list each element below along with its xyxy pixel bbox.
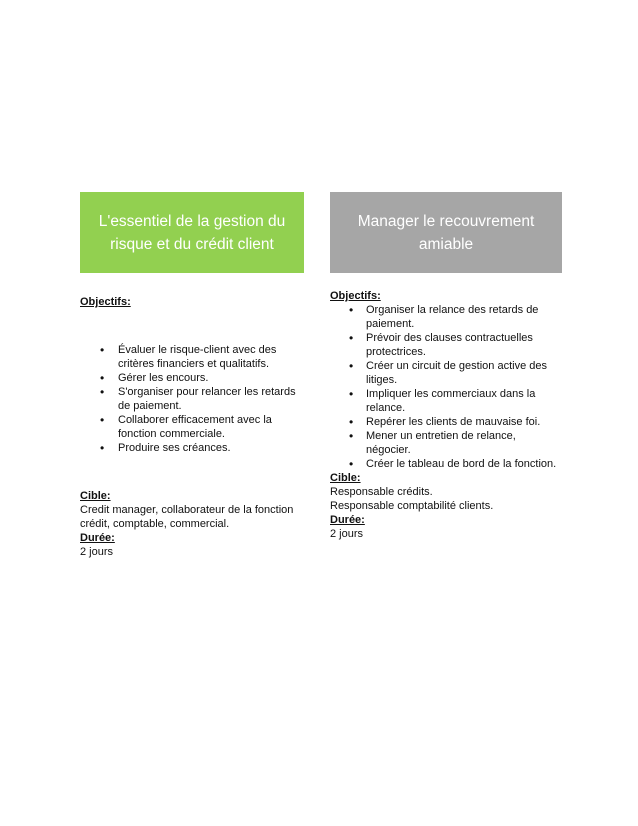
course-title-box [330, 192, 562, 273]
course-column-credit-risk [80, 192, 304, 559]
course-column-collection [330, 192, 562, 541]
target-line: Responsable crédits. [330, 486, 433, 498]
course-title: L'essentiel de la gestion du risque et du crédit client [98, 212, 286, 253]
list-item: • Impliquer les commerciaux dans la relance. [330, 387, 562, 415]
list-item: • Créer un circuit de gestion active des litiges. [330, 359, 562, 387]
list-item: • Produire ses créances. [80, 441, 304, 455]
objectives-label: Objectifs: [80, 296, 131, 308]
objectives-label: Objectifs: [330, 290, 381, 302]
list-item: • S'organiser pour relancer les retards de paiement. [80, 385, 304, 413]
duration-label: Durée: [80, 532, 115, 544]
list-item: • Repérer les clients de mauvaise foi. [330, 415, 562, 429]
list-item: • Prévoir des clauses contractuelles protectrices. [330, 331, 562, 359]
target-label: Cible: [330, 472, 361, 484]
list-item: • Organiser la relance des retards de paiement. [330, 303, 562, 331]
target-text: Credit manager, collaborateur de la fonction crédit, comptable, commercial. [80, 504, 294, 530]
list-item: • Mener un entretien de relance, négocier. [330, 429, 562, 457]
duration-value: 2 jours [80, 546, 114, 558]
list-item: • Gérer les encours. [80, 371, 304, 385]
course-title-box [80, 192, 304, 273]
duration-label: Durée: [330, 514, 365, 526]
target-line: Responsable comptabilité clients. [330, 500, 494, 512]
target-label: Cible: [80, 490, 111, 502]
duration-value: 2 jours [330, 528, 364, 540]
objectives-list [330, 303, 562, 471]
list-item: • Créer le tableau de bord de la fonction. [330, 457, 562, 471]
list-item: • Collaborer efficacement avec la fonction commerciale. [80, 413, 304, 441]
list-item: • Évaluer le risque-client avec des critères financiers et qualitatifs. [80, 343, 304, 371]
course-title: Manager le recouvrement amiable [357, 212, 535, 253]
objectives-list [80, 343, 304, 455]
